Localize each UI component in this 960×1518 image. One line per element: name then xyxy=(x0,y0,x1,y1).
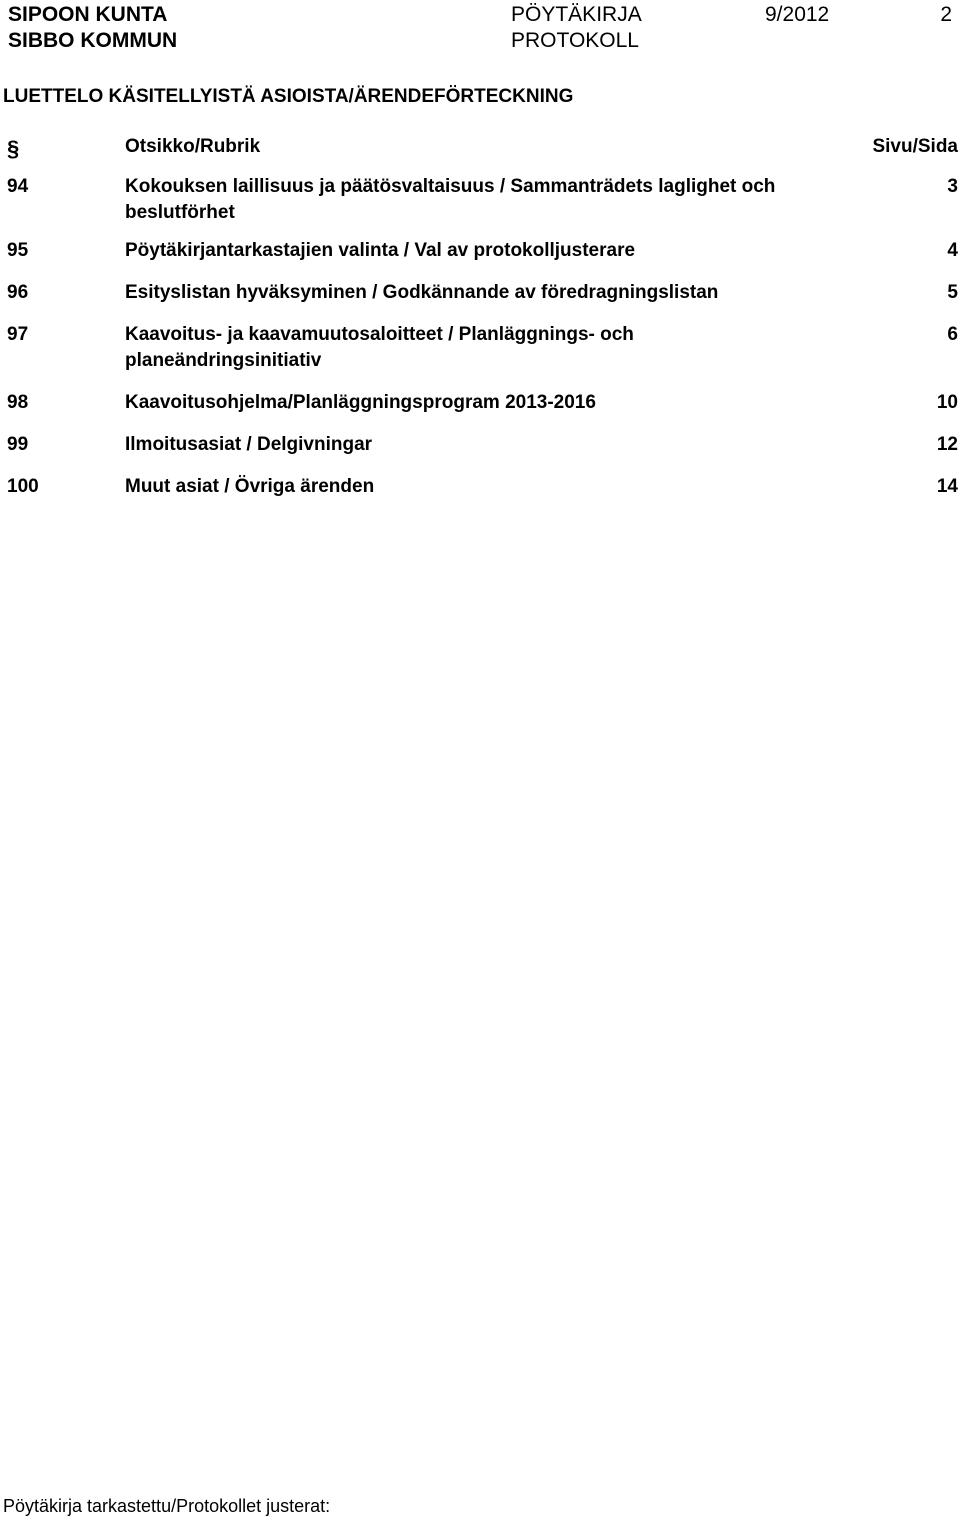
item-title: Kaavoitus- ja kaavamuutosaloitteet / Planläggnings- och planeändringsinitiativ xyxy=(125,324,634,371)
section-sign-icon: § xyxy=(7,136,20,161)
municipality-name-fi: SIPOON KUNTA xyxy=(8,3,168,26)
municipality-name xyxy=(8,2,177,54)
item-number: 99 xyxy=(7,434,29,455)
item-title: Muut asiat / Övriga ärenden xyxy=(125,476,375,497)
table-row xyxy=(0,432,960,474)
item-title: Ilmoitusasiat / Delgivningar xyxy=(125,434,373,455)
item-title: Pöytäkirjantarkastajien valinta / Val av protokolljusterare xyxy=(125,240,636,261)
document-type-fi: PÖYTÄKIRJA xyxy=(511,3,642,26)
item-page: 3 xyxy=(947,176,958,197)
item-page: 4 xyxy=(947,240,958,261)
table-row xyxy=(0,238,960,280)
document-type xyxy=(511,2,642,54)
item-page: 10 xyxy=(936,392,958,413)
table-row xyxy=(0,390,960,432)
item-title: Esityslistan hyväksyminen / Godkännande av föredragningslistan xyxy=(125,282,719,303)
table-row xyxy=(0,322,960,390)
item-number: 95 xyxy=(7,240,29,261)
municipality-name-sv: SIBBO KOMMUN xyxy=(8,29,178,52)
item-page: 6 xyxy=(947,324,958,345)
table-header-row xyxy=(0,134,960,174)
document-number: 9/2012 xyxy=(765,3,830,26)
item-number: 94 xyxy=(7,176,29,197)
item-number: 97 xyxy=(7,324,29,345)
column-header-title: Otsikko/Rubrik xyxy=(125,136,261,157)
list-title: LUETTELO KÄSITELLYISTÄ ASIOISTA/ÄRENDEFÖRTECKNING xyxy=(3,86,574,107)
item-page: 12 xyxy=(936,434,958,455)
page-number: 2 xyxy=(940,3,952,26)
agenda-table xyxy=(0,134,960,516)
item-number: 96 xyxy=(7,282,29,303)
item-number: 100 xyxy=(7,476,39,497)
table-row xyxy=(0,280,960,322)
footer-note: Pöytäkirja tarkastettu/Protokollet justerat: xyxy=(3,1496,331,1516)
item-page: 5 xyxy=(947,282,958,303)
document-type-sv: PROTOKOLL xyxy=(511,29,639,52)
table-row xyxy=(0,474,960,516)
item-page: 14 xyxy=(936,476,958,497)
item-number: 98 xyxy=(7,392,29,413)
item-title: Kaavoitusohjelma/Planläggningsprogram 2013-2016 xyxy=(125,392,596,413)
column-header-page: Sivu/Sida xyxy=(872,136,958,157)
document-header xyxy=(8,2,960,56)
table-row xyxy=(0,174,960,238)
item-title: Kokouksen laillisuus ja päätösvaltaisuus / Sammanträdets laglighet och beslutförhet xyxy=(125,176,776,223)
